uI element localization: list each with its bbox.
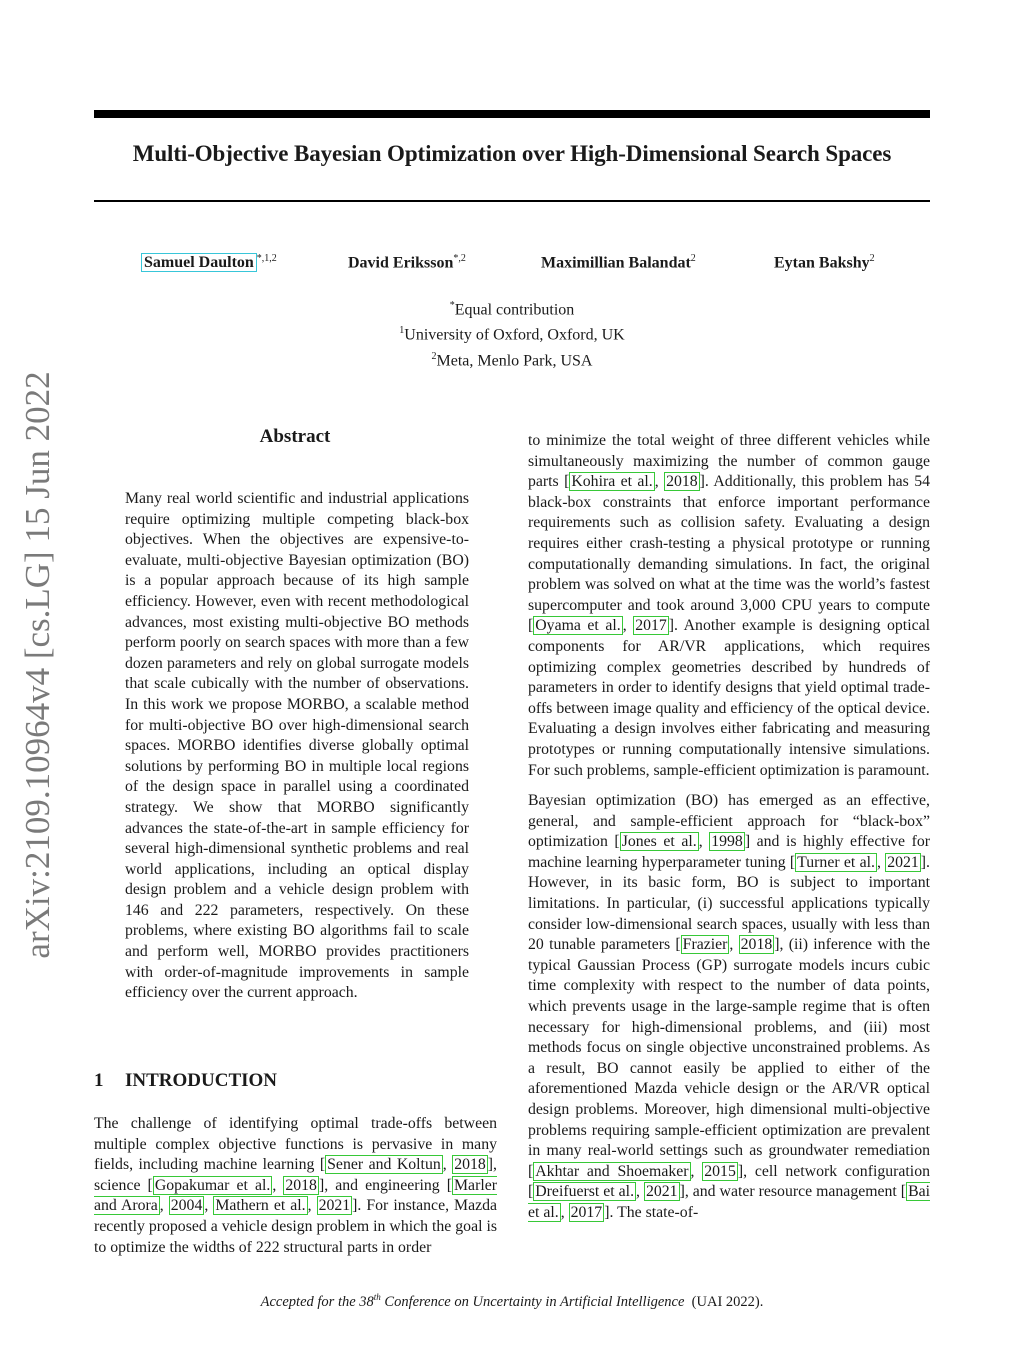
paragraph-vehicle-design: to minimize the total weight of three different vehicles while simultaneously maximizing the number of common gauge parts [ Kohira et al. , 2018 ]. Additionally, this problem has 54 black-box constraints that enforce important performance requirements such as collision safety. Evaluating a design requires either crash-testing a physical prototype or running computationally demanding simulations. In fact, the original problem was solved on what at the time was the world’s fastest supercomputer and took around 3,000 CPU years to compute [ Oyama et al. , 2017 ]. Another example is designing optical components for AR/VR applications, which requires optimizing complex geometries described by hundreds of parameters in order to identify designs that yield optimal trade-offs between image quality and efficiency of the optical device. Evaluating a design involves either fabricating and measuring prototypes or running computationally intensive simulations. For such problems, sample-efficient optimization is paramount. — [528, 432, 931, 779]
affiliation-line: $^2$Meta, Menlo Park, USA — [431, 350, 593, 369]
author-name: David Eriksson — [348, 254, 454, 272]
author-affil-marker: *,2 — [453, 253, 466, 264]
citation-link[interactable]: 2017 — [570, 1203, 603, 1221]
title-top-rule — [94, 110, 930, 118]
citation-link[interactable]: 2018 — [740, 936, 773, 954]
abstract-text: Many real world scientific and industrial applications require optimizing multiple competing black-box objectives. When the objectives are expensive-to-evaluate, multi-objective Bayesian optimization (BO) is a popular approach because of its high sample efficiency. However, even with recent methodological advances, most existing multi-objective BO methods perform poorly on search spaces with more than a few dozen parameters and rely on global surrogate models that scale cubically with the number of observations. In this work we propose MORBO, a scalable method for multi-objective BO over high-dimensional search spaces. MORBO identifies diverse globally optimal solutions by performing BO in multiple local regions of the design space in parallel using a coordinated strategy. We show that MORBO significantly advances the state-of-the-art in sample efficiency for several high-dimensional synthetic problems and real world applications, including an optical display design problem and a vehicle design problem with 146 and 222 parameters, respectively. On these problems, where existing BO algorithms fail to scale and perform well, MORBO provides practitioners with order-of-magnitude improvements in sample efficiency over the current approach. — [125, 490, 469, 1002]
right-column — [528, 431, 930, 1234]
citation-link[interactable]: 2004 — [170, 1197, 203, 1215]
citation-link[interactable]: 2018 — [285, 1176, 317, 1194]
author-name: Maximillian Balandat — [541, 254, 691, 272]
citation-link[interactable]: 2021 — [645, 1183, 678, 1201]
abstract-heading: Abstract — [259, 426, 331, 447]
venue-label: (UAI 2022). — [691, 1293, 764, 1310]
citation-link[interactable]: Bai et al. — [528, 1183, 930, 1221]
section-number: 1 — [94, 1070, 104, 1091]
citation-link[interactable]: 2021 — [318, 1197, 351, 1215]
arxiv-identifier[interactable]: arXiv:2109.10964v4 [cs.LG] 15 Jun 2022 — [18, 371, 57, 959]
introduction-paragraph: The challenge of identifying optimal trade-offs between multiple complex objective functions is pervasive in many fields, including machine learning [ Sener and Koltun , 2018 ], science [ Gopakumar et al. , 2018 ], and engineering [ Marler and Arora , 2004 , Mathern et al. , 2021 ]. For instance, Mazda recently proposed a vehicle design problem in which the goal is to optimize the widths of 222 structural parts in order — [94, 1115, 498, 1256]
author-list — [0, 253, 1024, 277]
affiliations — [0, 295, 1024, 371]
conference-footer: Accepted for the 38th Conference on Uncertainty in Artificial Intelligence (UAI 2022). — [260, 1292, 764, 1310]
citation-link[interactable]: Dreifuerst et al. — [535, 1183, 635, 1201]
citation-link[interactable]: 2018 — [454, 1156, 486, 1174]
author-balandat — [541, 253, 696, 272]
section-title: INTRODUCTION — [125, 1070, 278, 1091]
citation-link[interactable]: 2017 — [635, 617, 667, 635]
affiliation-line: $^1$University of Oxford, Oxford, UK — [399, 325, 625, 344]
citation-link[interactable]: 2015 — [704, 1162, 736, 1180]
paper-title: Multi-Objective Bayesian Optimization over High-Dimensional Search Spaces — [132, 141, 892, 166]
author-affil-marker: 2 — [690, 253, 696, 264]
citation-link[interactable]: Frazier — [682, 936, 728, 954]
citation-link[interactable]: Oyama et al. — [535, 617, 621, 635]
citation-link[interactable]: Marler and Arora — [94, 1176, 497, 1215]
section-heading-introduction — [94, 1070, 277, 1092]
citation-link[interactable]: Akhtar and Shoemaker — [535, 1162, 689, 1180]
citation-link[interactable]: Turner et al. — [797, 853, 875, 871]
title-bottom-rule — [94, 200, 930, 202]
citation-link[interactable]: Mathern et al. — [215, 1197, 306, 1215]
author-link[interactable]: Samuel Daulton — [141, 253, 257, 272]
author-daulton[interactable] — [141, 253, 277, 272]
author-bakshy — [774, 253, 875, 272]
author-eriksson — [348, 253, 466, 272]
author-affil-marker: 2 — [869, 253, 875, 264]
author-name: Eytan Bakshy — [774, 254, 870, 272]
paragraph-bayesian-optimization: Bayesian optimization (BO) has emerged as an effective, general, and sample-efficient approach for “black-box” optimization [ Jones et al. , 1998 ] and is highly effective for machine learning hyperparameter tuning [ Turner et al. , 2021 ]. However, in its basic form, BO is subject to important limitations. In particular, (i) successful applications typically consider low-dimensional search spaces, usually with less than 20 tunable parameters [ Frazier , 2018 ], (ii) inference with the typical Gaussian Process (GP) surrogate models incurs cubic time complexity with respect to the number of data points, which prevents usage in the large-sample regime that is often necessary for high-dimensional problems, and (iii) most methods focus on single objective unconstrained problems. As a result, BO cannot easily be applied to either of the aforementioned Mazda vehicle design or the AR/VR optical design problems. Moreover, high dimensional multi-objective problems requiring sample-efficient optimization are prevalent in many real-world settings such as groundwater remediation [ Akhtar and Shoemaker , 2015 ], cell network configuration [ Dreifuerst et al. , 2021 ], and water resource management [ Bai et al. , 2017 ]. The state-of- — [528, 792, 931, 1221]
citation-link[interactable]: 2018 — [666, 473, 698, 491]
author-affil-marker: *,1,2 — [256, 253, 277, 264]
citation-link[interactable]: Jones et al. — [621, 833, 697, 851]
citation-link[interactable]: 2021 — [887, 853, 919, 871]
citation-link[interactable]: Gopakumar et al. — [154, 1176, 271, 1194]
citation-link[interactable]: 1998 — [711, 833, 743, 851]
citation-link[interactable]: Sener and Koltun — [327, 1156, 441, 1174]
affiliation-line: *Equal contribution — [449, 300, 575, 319]
citation-link[interactable]: Kohira et al. — [571, 473, 653, 491]
